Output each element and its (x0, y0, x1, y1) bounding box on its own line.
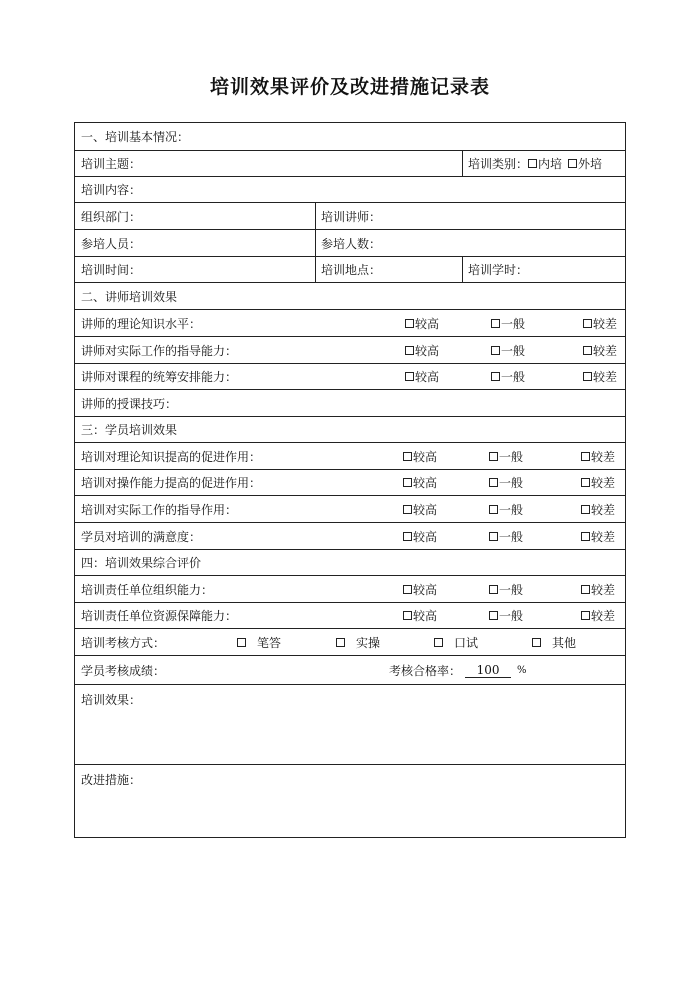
checkbox-icon[interactable] (489, 505, 498, 514)
rating-row (75, 496, 625, 523)
checkbox-icon[interactable] (403, 505, 412, 514)
pass-rate-value[interactable]: 100 (465, 663, 511, 678)
rating-option-average[interactable]: 一般 (491, 364, 525, 389)
lecturer-skill-label[interactable]: 讲师的授课技巧： (81, 396, 178, 411)
checkbox-icon[interactable] (237, 638, 246, 647)
rating-option-high[interactable]: 较高 (403, 443, 437, 469)
pass-rate-unit: % (517, 664, 527, 676)
checkbox-icon[interactable] (583, 372, 592, 381)
department-label[interactable]: 组织部门： (81, 209, 142, 224)
section-basic-title: 一、培训基本情况： (81, 130, 190, 144)
rating-option-low[interactable]: 较差 (581, 470, 615, 495)
section-overall-row (75, 550, 625, 576)
topic-label[interactable]: 培训主题： (81, 157, 142, 171)
checkbox-icon[interactable] (491, 346, 500, 355)
checkbox-icon[interactable] (489, 478, 498, 487)
checkbox-icon[interactable] (489, 532, 498, 541)
checkbox-icon[interactable] (583, 346, 592, 355)
rating-item-label: 培训对操作能力提高的促进作用： (81, 476, 262, 490)
rating-item-label: 培训责任单位组织能力： (81, 582, 214, 597)
hours-label[interactable]: 培训学时： (468, 263, 529, 277)
rating-item-label: 培训责任单位资源保障能力： (81, 609, 238, 623)
department-row (75, 203, 625, 230)
checkbox-icon[interactable] (532, 638, 541, 647)
checkbox-icon[interactable] (403, 585, 412, 594)
score-label[interactable]: 学员考核成绩： (81, 663, 166, 678)
time-row (75, 257, 625, 283)
rating-item-label: 讲师对课程的统筹安排能力： (81, 370, 238, 384)
checkbox-icon[interactable] (581, 478, 590, 487)
rating-option-low[interactable]: 较差 (583, 310, 617, 336)
section-overall-title: 四：培训效果综合评价 (81, 556, 202, 570)
checkbox-icon[interactable] (405, 372, 414, 381)
checkbox-icon[interactable] (581, 532, 590, 541)
rating-option-low[interactable]: 较差 (581, 576, 615, 602)
method-written-option[interactable]: 笔答 (237, 629, 281, 655)
rating-option-high[interactable]: 较高 (403, 470, 437, 495)
rating-row (75, 576, 625, 603)
rating-row (75, 443, 625, 470)
rating-option-high[interactable]: 较高 (403, 576, 437, 602)
rating-option-low[interactable]: 较差 (581, 496, 615, 522)
method-practical-option[interactable]: 实操 (336, 629, 380, 655)
topic-row (75, 151, 625, 177)
checkbox-icon[interactable] (403, 452, 412, 461)
rating-row (75, 523, 625, 550)
rating-row (75, 603, 625, 629)
checkbox-icon[interactable] (491, 372, 500, 381)
time-label[interactable]: 培训时间： (81, 263, 142, 277)
checkbox-icon[interactable] (581, 585, 590, 594)
checkbox-icon[interactable] (434, 638, 443, 647)
rating-option-high[interactable]: 较高 (403, 496, 437, 522)
effect-row (75, 685, 625, 765)
rating-item-label: 讲师的理论知识水平： (81, 316, 202, 331)
rating-option-average[interactable]: 一般 (489, 603, 523, 628)
internal-training-checkbox[interactable] (528, 159, 537, 168)
rating-option-average[interactable]: 一般 (489, 576, 523, 602)
checkbox-icon[interactable] (336, 638, 345, 647)
rating-option-low[interactable]: 较差 (583, 364, 617, 389)
rating-option-high[interactable]: 较高 (405, 364, 439, 389)
training-type-label: 培训类别： (468, 157, 529, 171)
internal-training-label: 内培 (538, 157, 563, 171)
rating-option-average[interactable]: 一般 (489, 523, 523, 549)
checkbox-icon[interactable] (583, 319, 592, 328)
rating-option-average[interactable]: 一般 (491, 310, 525, 336)
checkbox-icon[interactable] (489, 611, 498, 620)
section-lecturer-title: 二、讲师培训效果 (81, 289, 178, 304)
rating-option-high[interactable]: 较高 (405, 310, 439, 336)
section-basic-row (75, 123, 625, 151)
rating-item-label: 讲师对实际工作的指导能力： (81, 343, 238, 358)
rating-option-high[interactable]: 较高 (403, 603, 437, 628)
location-label[interactable]: 培训地点： (321, 263, 382, 277)
effect-label[interactable]: 培训效果： (81, 693, 142, 707)
checkbox-icon[interactable] (489, 585, 498, 594)
evaluation-form (74, 122, 626, 838)
lecturer-label[interactable]: 培训讲师： (321, 209, 382, 224)
checkbox-icon[interactable] (581, 611, 590, 620)
rating-row (75, 310, 625, 337)
rating-option-average[interactable]: 一般 (489, 443, 523, 469)
checkbox-icon[interactable] (491, 319, 500, 328)
external-training-checkbox[interactable] (568, 159, 577, 168)
assessment-score-row (75, 656, 625, 685)
rating-item-label: 培训对实际工作的指导作用： (81, 502, 238, 517)
content-label[interactable]: 培训内容： (81, 183, 142, 197)
pass-rate-label: 考核合格率： (389, 663, 462, 678)
checkbox-icon[interactable] (403, 532, 412, 541)
rating-option-high[interactable]: 较高 (405, 337, 439, 363)
rating-option-average[interactable]: 一般 (491, 337, 525, 363)
assessment-method-label: 培训考核方式： (81, 635, 166, 650)
rating-option-high[interactable]: 较高 (403, 523, 437, 549)
checkbox-icon[interactable] (403, 478, 412, 487)
training-type-field (462, 151, 602, 176)
section-student-row (75, 417, 625, 443)
method-other-option[interactable]: 其他 (532, 629, 576, 655)
section-lecturer-row (75, 283, 625, 310)
rating-option-low[interactable]: 较差 (581, 443, 615, 469)
method-oral-option[interactable]: 口试 (434, 629, 478, 655)
rating-option-low[interactable]: 较差 (581, 523, 615, 549)
rating-option-low[interactable]: 较差 (581, 603, 615, 628)
checkbox-icon[interactable] (405, 346, 414, 355)
rating-option-average[interactable]: 一般 (489, 470, 523, 495)
checkbox-icon[interactable] (581, 452, 590, 461)
participant-count-label[interactable]: 参培人数： (321, 236, 382, 251)
assessment-method-row (75, 629, 625, 656)
lecturer-skill-row (75, 390, 625, 417)
rating-option-average[interactable]: 一般 (489, 496, 523, 522)
participants-row (75, 230, 625, 257)
checkbox-icon[interactable] (581, 505, 590, 514)
rating-item-label: 培训对理论知识提高的促进作用： (81, 449, 262, 464)
improvement-label[interactable]: 改进措施： (81, 773, 142, 787)
improvement-row (75, 765, 625, 837)
checkbox-icon[interactable] (405, 319, 414, 328)
rating-item-label: 学员对培训的满意度： (81, 529, 202, 544)
pass-rate-field (389, 656, 527, 684)
rating-row (75, 364, 625, 390)
participants-label[interactable]: 参培人员： (81, 236, 142, 251)
rating-row (75, 337, 625, 364)
rating-option-low[interactable]: 较差 (583, 337, 617, 363)
checkbox-icon[interactable] (489, 452, 498, 461)
page-title: 培训效果评价及改进措施记录表 (209, 76, 490, 98)
section-student-title: 三：学员培训效果 (81, 423, 178, 437)
checkbox-icon[interactable] (403, 611, 412, 620)
content-row (75, 177, 625, 203)
external-training-label: 外培 (578, 157, 603, 171)
rating-row (75, 470, 625, 496)
